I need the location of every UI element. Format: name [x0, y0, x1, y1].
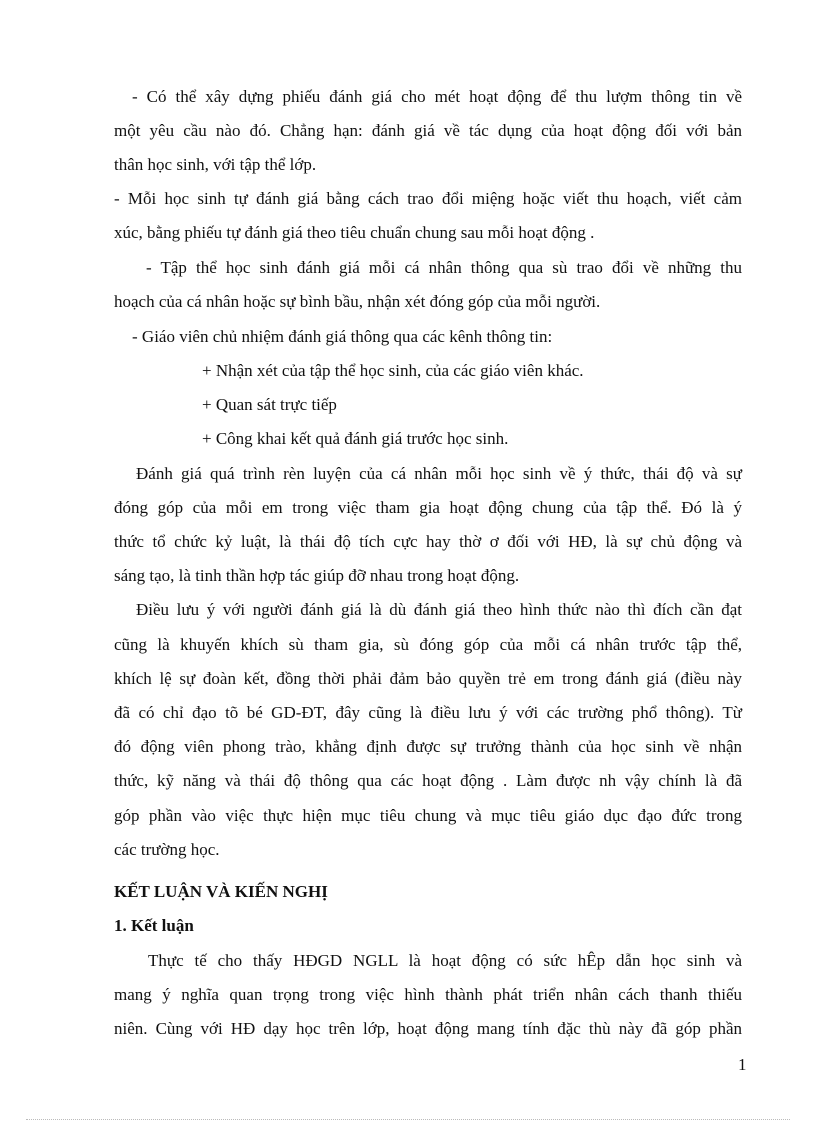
text-line: thức, kỹ năng và thái độ thông qua các hoạt động . Làm được nh vậy chính là đã	[114, 771, 742, 790]
text-line: mang ý nghĩa quan trọng trong việc hình thành phát triển nhân cách thanh thiếu	[114, 985, 742, 1004]
text-line: xúc, bằng phiếu tự đánh giá theo tiêu chuẩn chung sau mỗi hoạt động .	[114, 223, 595, 242]
text-line: các trường học.	[114, 840, 220, 859]
text-line: khích lệ sự đoàn kết, đồng thời phải đảm bảo quyền trẻ em trong đánh giá (điều này	[114, 669, 742, 688]
text-line: + Công khai kết quả đánh giá trước học sinh.	[202, 429, 509, 448]
text-line: niên. Cùng với HĐ dạy học trên lớp, hoạt động mang tính đặc thù này đã góp phần	[114, 1019, 742, 1038]
text-line: - Giáo viên chủ nhiệm đánh giá thông qua các kênh thông tin:	[132, 327, 553, 346]
text-line: + Quan sát trực tiếp	[202, 395, 337, 414]
text-line: - Có thể xây dựng phiếu đánh giá cho mét hoạt động để thu lượm thông tin về	[132, 87, 742, 106]
text-line: hoạch của cá nhân hoặc sự bình bầu, nhận xét đóng góp của mỗi người.	[114, 292, 601, 311]
text-line: sáng tạo, là tinh thần hợp tác giúp đỡ nhau trong hoạt động.	[114, 566, 520, 585]
text-line: góp phần vào việc thực hiện mục tiêu chung và mục tiêu giáo dục đạo đức trong	[114, 806, 742, 825]
text-line: thức tổ chức kỷ luật, là thái độ tích cực hay thờ ơ đối với HĐ, là sự chủ động và	[114, 532, 742, 551]
text-line: một yêu cầu nào đó. Chẳng hạn: đánh giá về tác dụng của hoạt động đối với bản	[114, 121, 742, 140]
text-line: Thực tế cho thấy HĐGD NGLL là hoạt động có sức hÊp dẫn học sinh và	[148, 951, 742, 970]
text-line: - Tập thể học sinh đánh giá mỗi cá nhân thông qua sù trao đổi về những thu	[146, 258, 742, 277]
text-line: đã có chỉ đạo tõ bé GD-ĐT, đây cũng là điều lưu ý với các trường phổ thông). Từ	[114, 703, 742, 722]
text-line: Đánh giá quá trình rèn luyện của cá nhân mỗi học sinh về ý thức, thái độ và sự	[136, 464, 742, 483]
text-line: cũng là khuyến khích sù tham gia, sù đóng góp của mỗi cá nhân trước tập thể,	[114, 635, 742, 654]
subsection-heading: 1. Kết luận	[114, 916, 194, 935]
page-footer-divider	[26, 1119, 790, 1120]
text-line: thân học sinh, với tập thể lớp.	[114, 155, 317, 174]
text-line: đóng góp của mỗi em trong việc tham gia hoạt động chung của tập thể. Đó là ý	[114, 498, 742, 517]
text-line: Điều lưu ý với người đánh giá là dù đánh giá theo hình thức nào thì đích cần đạt	[136, 600, 742, 619]
text-line: - Mỗi học sinh tự đánh giá bằng cách trao đổi miệng hoặc viết thu hoạch, viết cảm	[114, 189, 742, 208]
text-line: đó động viên phong trào, khẳng định được sự trưởng thành của học sinh về nhận	[114, 737, 742, 756]
section-heading: KẾT LUẬN VÀ KIẾN NGHỊ	[114, 882, 328, 901]
text-line: + Nhận xét của tập thể học sinh, của các giáo viên khác.	[202, 361, 584, 380]
page-number: 1	[738, 1055, 747, 1074]
